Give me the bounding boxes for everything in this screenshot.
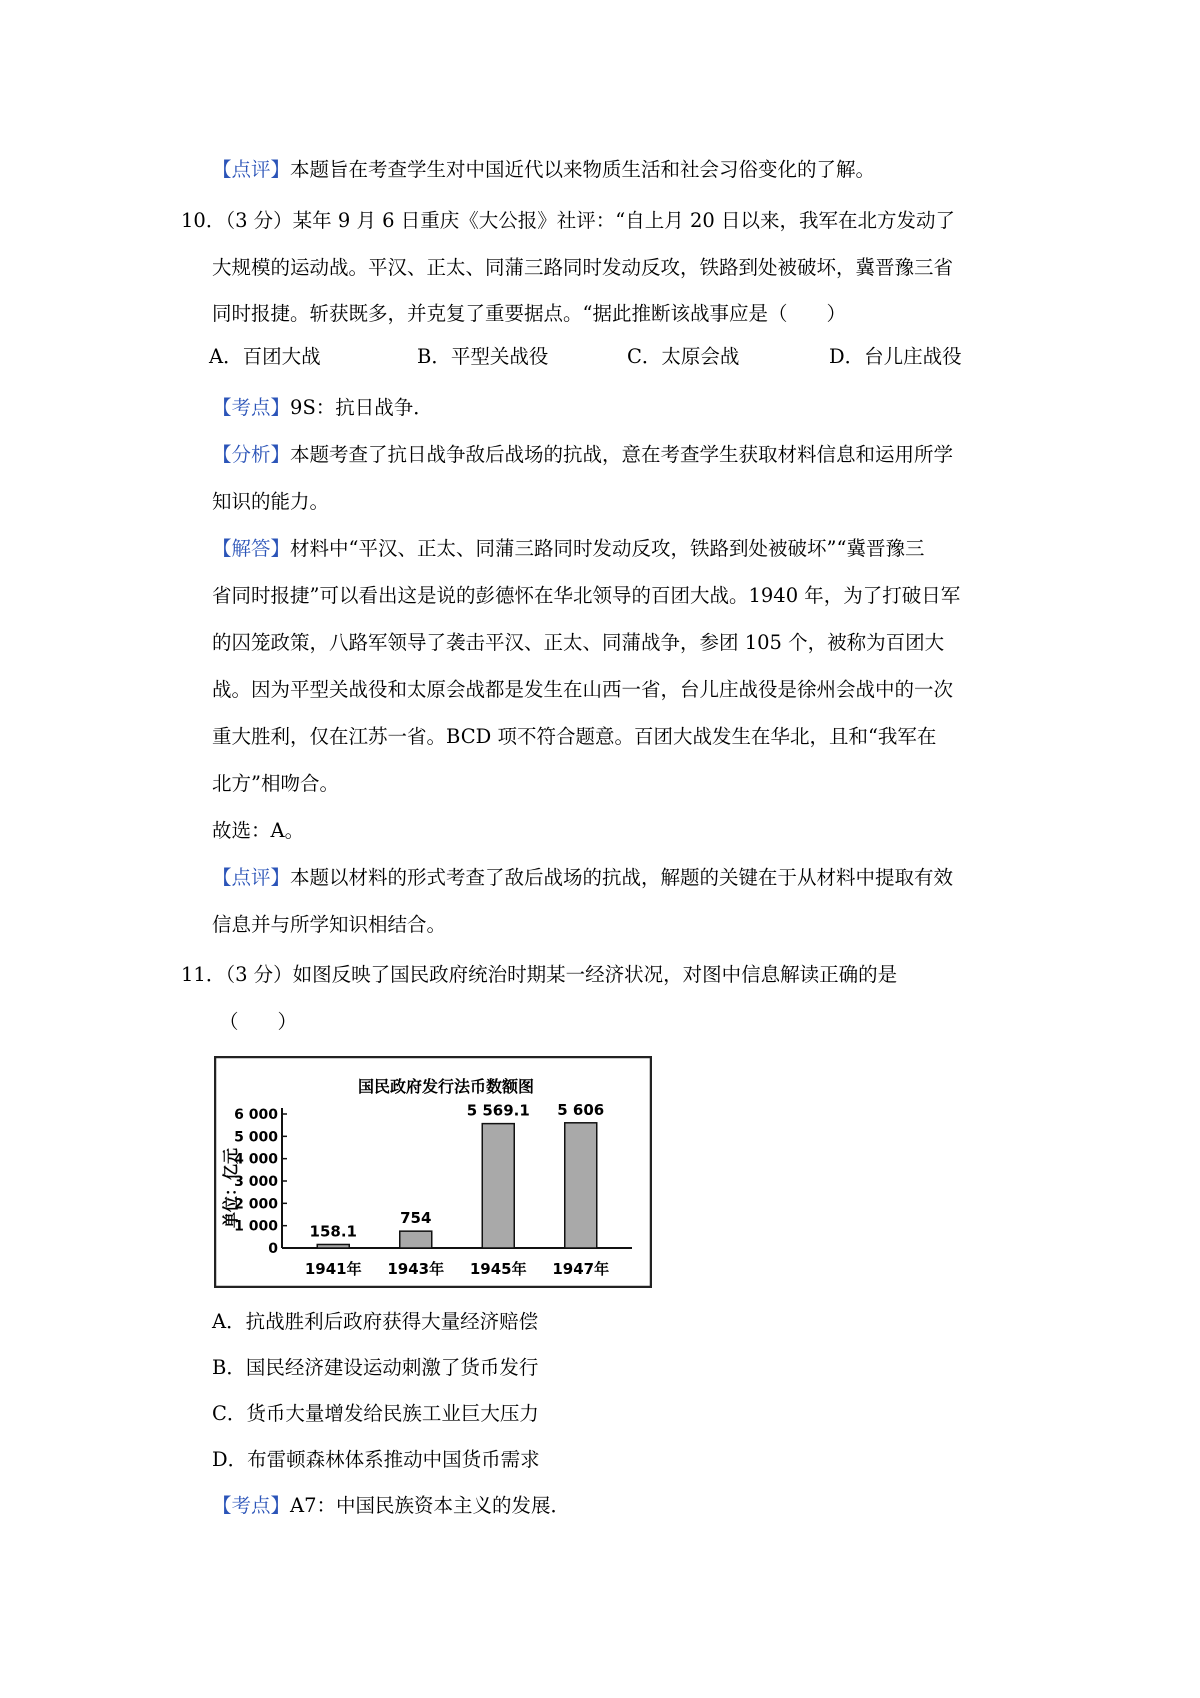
q10-kaodian: 【考点】9S：抗日战争． <box>212 396 433 419</box>
chart-y-tick-label: 5 000 <box>234 1129 278 1146</box>
chart-bar <box>400 1231 432 1248</box>
chart-bar-value-label: 158.1 <box>309 1222 357 1241</box>
chart-bar-value-label: 754 <box>400 1209 432 1228</box>
q10-stem-line-1: 10．（3 分）某年 9 月 6 日重庆《大公报》社评：“自上月 20 日以来，我军在北方发动了 <box>181 209 955 232</box>
chart-x-tick-label: 1947年 <box>552 1260 610 1278</box>
q10-jieda-line-4: 战。因为平型关战役和太原会战都是发生在山西一省，台儿庄战役是徐州会战中的一次 <box>212 678 954 701</box>
chart-y-tick-label: 1 000 <box>234 1218 278 1235</box>
q10-stem-line-3: 同时报捷。斩获既多，并克复了重要据点。“据此推断该战事应是（ ） <box>212 302 846 325</box>
comment-tag: 【点评】 <box>212 158 291 181</box>
q10-option-a: A．百团大战 <box>209 345 321 368</box>
chart-bar <box>317 1244 349 1248</box>
q10-option-b: B．平型关战役 <box>417 345 549 368</box>
q10-option-c: C．太原会战 <box>627 345 740 368</box>
q10-fenxi-line-2: 知识的能力。 <box>212 490 330 513</box>
q10-jieda-line-3: 的囚笼政策，八路军领导了袭击平汉、正太、同蒲战争，参团 105 个，被称为百团大 <box>212 631 945 654</box>
q11-option-c: C．货币大量增发给民族工业巨大压力 <box>212 1402 539 1425</box>
q11-stem-line-2: （ ） <box>219 1010 298 1033</box>
chart-bar-value-label: 5 569.1 <box>466 1101 530 1120</box>
chart-x-tick-label: 1943年 <box>387 1260 445 1278</box>
q11-option-a: A．抗战胜利后政府获得大量经济赔偿 <box>212 1310 539 1333</box>
chart-y-axis-label: 单位：亿元 <box>221 1147 240 1229</box>
chart-y-tick-label: 3 000 <box>234 1174 278 1190</box>
chart-y-tick-label: 0 <box>268 1241 278 1257</box>
currency-issuance-chart <box>214 1056 652 1288</box>
q10-fenxi-line-1: 【分析】本题考查了抗日战争敌后战场的抗战，意在考查学生获取材料信息和运用所学 <box>212 443 954 466</box>
q10-dianping-line-2: 信息并与所学知识相结合。 <box>212 913 447 936</box>
q10-jieda-line-1: 【解答】材料中“平汉、正太、同蒲三路同时发动反攻，铁路到处被破坏”“冀晋豫三 <box>212 537 925 560</box>
chart-y-tick-label: 2 000 <box>234 1196 278 1213</box>
q10-stem-line-2: 大规模的运动战。平汉、正太、同蒲三路同时发动反攻，铁路到处被破坏，冀晋豫三省 <box>212 256 954 279</box>
chart-title: 国民政府发行法币数额图 <box>357 1077 535 1096</box>
q10-dianping-line-1: 【点评】本题以材料的形式考查了敌后战场的抗战，解题的关键在于从材料中提取有效 <box>212 866 954 889</box>
q11-option-b: B．国民经济建设运动刺激了货币发行 <box>212 1356 539 1379</box>
q10-jieda-line-2: 省同时报捷”可以看出这是说的彭德怀在华北领导的百团大战。1940 年，为了打破日军 <box>212 584 961 607</box>
q10-answer: 故选：A。 <box>212 819 305 842</box>
q11-option-d: D．布雷顿森林体系推动中国货币需求 <box>212 1448 540 1471</box>
chart-bar-value-label: 5 606 <box>557 1100 605 1119</box>
q10-jieda-line-6: 北方”相吻合。 <box>212 772 339 795</box>
q10-jieda-line-5: 重大胜利，仅在江苏一省。BCD 项不符合题意。百团大战发生在华北，且和“我军在 <box>212 725 937 748</box>
chart-x-tick-label: 1941年 <box>304 1260 362 1278</box>
chart-bar <box>565 1123 597 1248</box>
chart-y-tick-label: 6 000 <box>234 1107 278 1123</box>
comment-line: 【点评】本题旨在考查学生对中国近代以来物质生活和社会习俗变化的了解。 <box>212 158 876 181</box>
chart-y-tick-label: 4 000 <box>234 1151 278 1168</box>
chart-x-tick-label: 1945年 <box>469 1260 527 1278</box>
chart-bar <box>482 1124 514 1248</box>
q11-kaodian: 【考点】A7：中国民族资本主义的发展． <box>212 1494 571 1517</box>
q10-options <box>209 343 989 371</box>
q11-stem-line-1: 11．（3 分）如图反映了国民政府统治时期某一经济状况，对图中信息解读正确的是 <box>181 963 898 986</box>
q10-option-d: D．台儿庄战役 <box>829 345 962 368</box>
